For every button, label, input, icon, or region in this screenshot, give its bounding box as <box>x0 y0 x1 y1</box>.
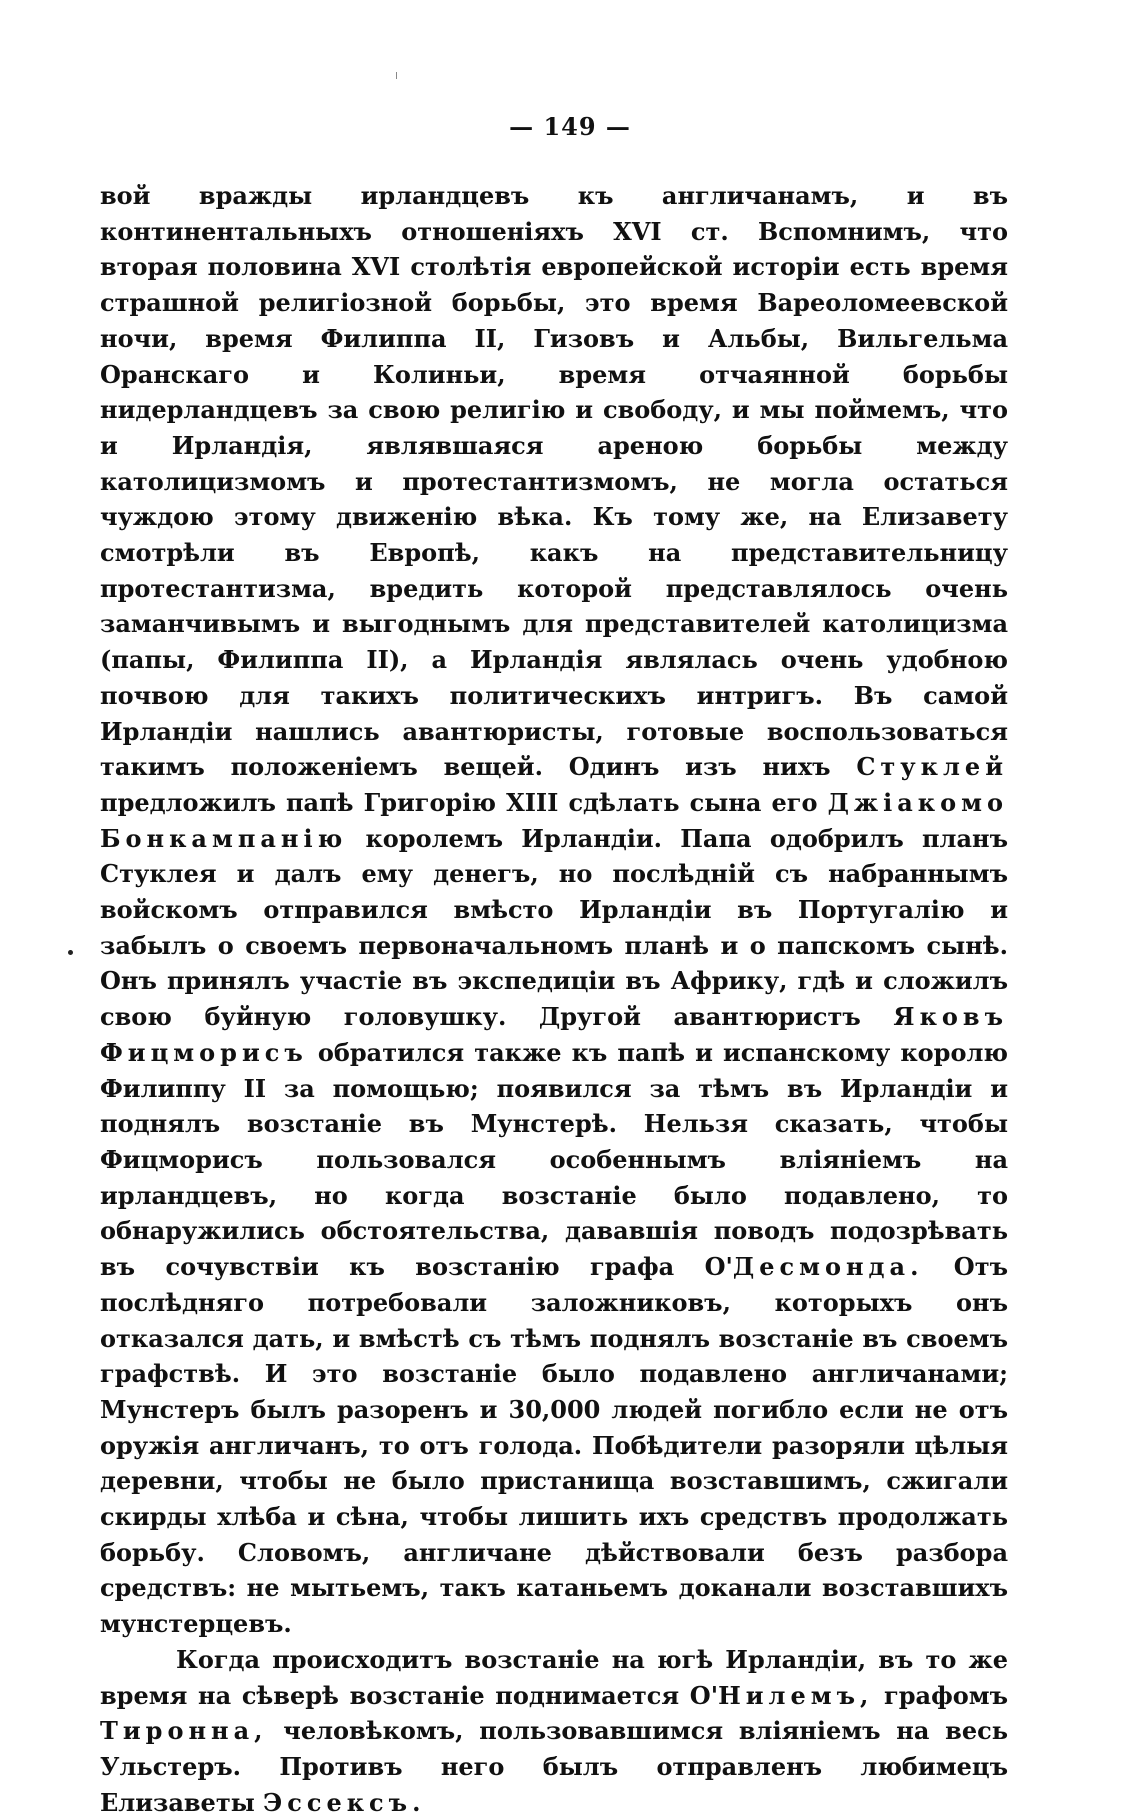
spaced-name-oneill: Нилемъ, <box>718 1680 874 1710</box>
spaced-name-essex: Эссексъ. <box>263 1787 426 1817</box>
text-run: Когда происходитъ возстаніе на югѣ Ирландіи, въ то же время на сѣверѣ возстаніе поднимается О' <box>100 1644 1008 1710</box>
text-run: предложилъ папѣ Григорію XIII сдѣлать сына его <box>100 787 828 817</box>
spaced-name-fitzmaurice: Яковъ Фицморисъ <box>100 1002 1008 1067</box>
text-run: королемъ Ирландіи. Папа одобрилъ планъ Стуклея и далъ ему денегъ, но послѣдній съ набраннымъ войскомъ отправился вмѣсто Ирландіи въ Португалію и забылъ о своемъ первоначальномъ планѣ и о папскомъ сынѣ. Онъ принялъ участіе въ экспедиціи въ Африку, гдѣ и сложилъ свою буйную головушку. Другой авантюристъ <box>100 823 1008 1032</box>
text-run: графомъ <box>873 1680 1008 1710</box>
spaced-name-desmond: Десмонда. <box>732 1252 924 1282</box>
text-run: Отъ послѣдняго потребовали заложниковъ, которыхъ онъ отказался дать, и вмѣстѣ съ тѣмъ поднялъ возстаніе въ своемъ графствѣ. И это возстаніе было подавлено англичанами; Мунстеръ былъ разоренъ и 30,000 людей погибло если не отъ оружія англичанъ, то отъ голода. Побѣдители разоряли цѣлыя деревни, чтобы не было пристанища возставшимъ, сжигали скирды хлѣба и сѣна, чтобы лишить ихъ средствъ продолжать борьбу. Словомъ, англичане дѣйствовали безъ разбора средствъ: не мытьемъ, такъ катаньемъ доканали возставшихъ мунстерцевъ. <box>100 1252 1008 1639</box>
spaced-name-stukley: Стуклей <box>856 752 1008 782</box>
paragraph-2 <box>100 1642 1008 1820</box>
spaced-name-tyrone: Тиронна, <box>100 1716 268 1746</box>
scan-speck <box>68 950 73 955</box>
text-run: вой вражды ирландцевъ къ англичанамъ, и въ континентальныхъ отношеніяхъ XVI ст. Вспомнимъ, что вторая половина XVI столѣтія европейской исторіи есть время страшной религіозной борьбы, это время Вареоломеевской ночи, время Филиппа II, Гизовъ и Альбы, Вильгельма Оранскаго и Колиньи, время отчаянной борьбы нидерландцевъ за свою религію и свободу, и мы поймемъ, что и Ирландія, являвшаяся ареною борьбы между католицизмомъ и протестантизмомъ, не могла остаться чуждою этому движенію вѣка. Къ тому же, на Елизавету смотрѣли въ Европѣ, какъ на представительницу протестантизма, вредить которой представлялось очень заманчивымъ и выгоднымъ для представителей католицизма (папы, Филиппа II), а Ирландія являлась очень удобною почвою для такихъ политическихъ интригъ. Въ самой Ирландіи нашлись авантюристы, готовые воспользоваться такимъ положеніемъ вещей. Одинъ изъ нихъ <box>100 181 1008 782</box>
spaced-name-boncompagni: Джіакомо Бонкампанію <box>100 787 1008 853</box>
page-number: — 149 — <box>509 112 631 141</box>
scan-speck <box>396 72 397 79</box>
text-run: обратился также къ папѣ и испанскому королю Филиппу II за помощью; появился за тѣмъ въ Ирландіи и поднялъ возстаніе въ Мунстерѣ. Нельзя сказать, чтобы Фицморисъ пользовался особеннымъ вліяніемъ на ирландцевъ, но когда возстаніе было подавлено, то обнаружились обстоятельства, дававшія поводъ подозрѣвать въ сочувствіи къ возстанію графа О' <box>100 1037 1008 1282</box>
body-text <box>100 178 1008 1820</box>
paragraph-1 <box>100 178 1008 1642</box>
text-run: человѣкомъ, пользовавшимся вліяніемъ на весь Ульстеръ. Противъ него былъ отправленъ любимецъ Елизаветы <box>100 1716 1008 1817</box>
